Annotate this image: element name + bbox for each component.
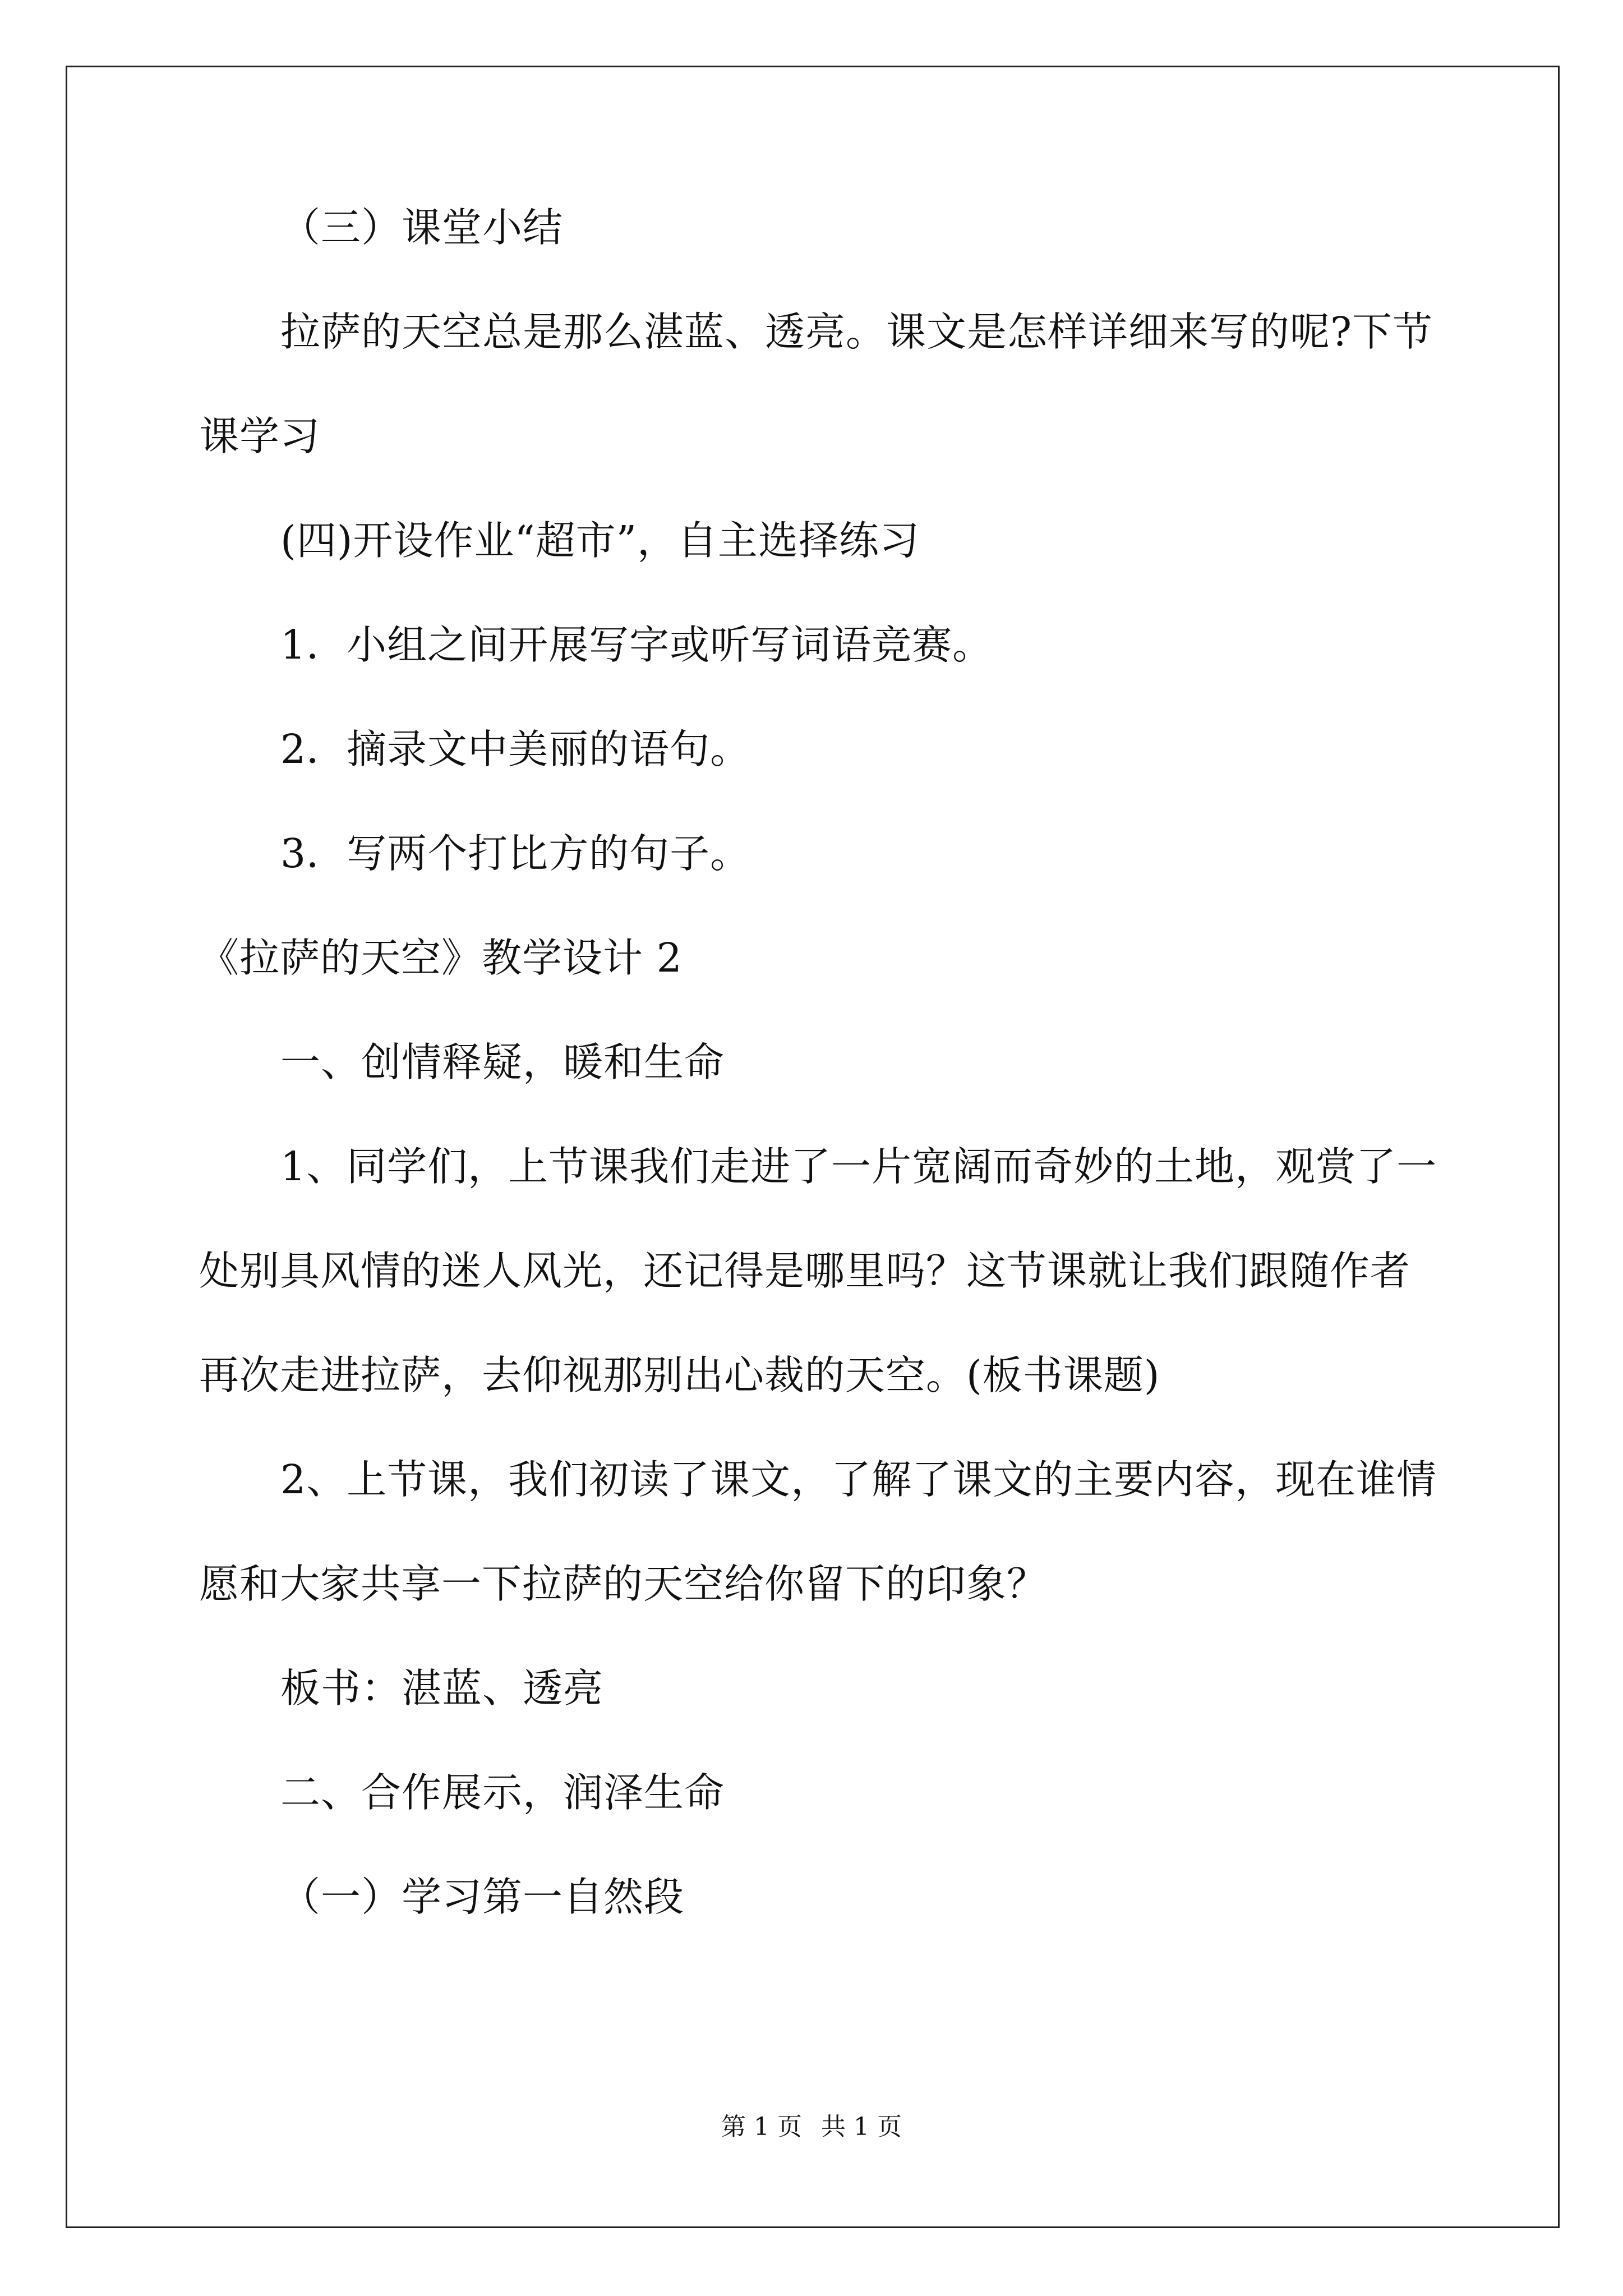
text-line: (四)开设作业“超市”，自主选择练习 [280,517,920,564]
text-line: 1、同学们，上节课我们走进了一片宽阔而奇妙的土地，观赏了一 [280,1143,1437,1190]
paragraph-summary-content [199,305,1433,463]
text-line: 课学习 [199,413,321,459]
text-line: 处别具风情的迷人风光，还记得是哪里吗？这节课就让我们跟随作者 [199,1248,1411,1294]
paragraph-intro-1 [199,1140,1437,1402]
paragraph-homework-item-1 [199,618,1433,671]
paragraph-homework-heading [199,514,1433,567]
text-line: （三）课堂小结 [280,204,564,251]
section-title [199,931,1433,984]
paragraph-part-one-heading [199,1036,1433,1089]
text-line: 1．小组之间开展写字或听写词语竞赛。 [280,622,993,668]
text-line: 2．摘录文中美丽的语句。 [280,726,751,772]
text-line: 愿和大家共享一下拉萨的天空给你留下的印象？ [199,1561,1048,1607]
text-line: 《拉萨的天空》教学设计 2 [199,935,683,981]
text-line: 板书：湛蓝、透亮 [280,1665,604,1711]
text-line: 2、上节课，我们初读了课文，了解了课文的主要内容，现在谁情 [280,1456,1437,1503]
text-line: （一）学习第一自然段 [280,1874,685,1920]
paragraph-class-summary [199,201,1433,254]
page-footer [0,2110,1623,2144]
document-body [199,201,1437,1975]
paragraph-part-two-heading [199,1766,1433,1819]
text-line: 二、合作展示，润泽生命 [280,1769,725,1816]
paragraph-homework-item-2 [199,723,1433,776]
text-line: 3．写两个打比方的句子。 [280,830,751,877]
paragraph-blackboard [199,1662,1433,1715]
text-line: 拉萨的天空总是那么湛蓝、透亮。课文是怎样详细来写的呢?下节 [280,309,1433,355]
paragraph-study-first [199,1870,1433,1924]
total-pages: 共 1 页 [821,2113,902,2141]
paragraph-intro-2 [199,1453,1437,1611]
page-number: 第 1 页 [721,2113,802,2141]
text-line: 一、创情释疑，暖和生命 [280,1039,725,1085]
paragraph-homework-item-3 [199,827,1433,880]
text-line: 再次走进拉萨，去仰视那别出心裁的天空。(板书课题) [199,1352,1160,1398]
